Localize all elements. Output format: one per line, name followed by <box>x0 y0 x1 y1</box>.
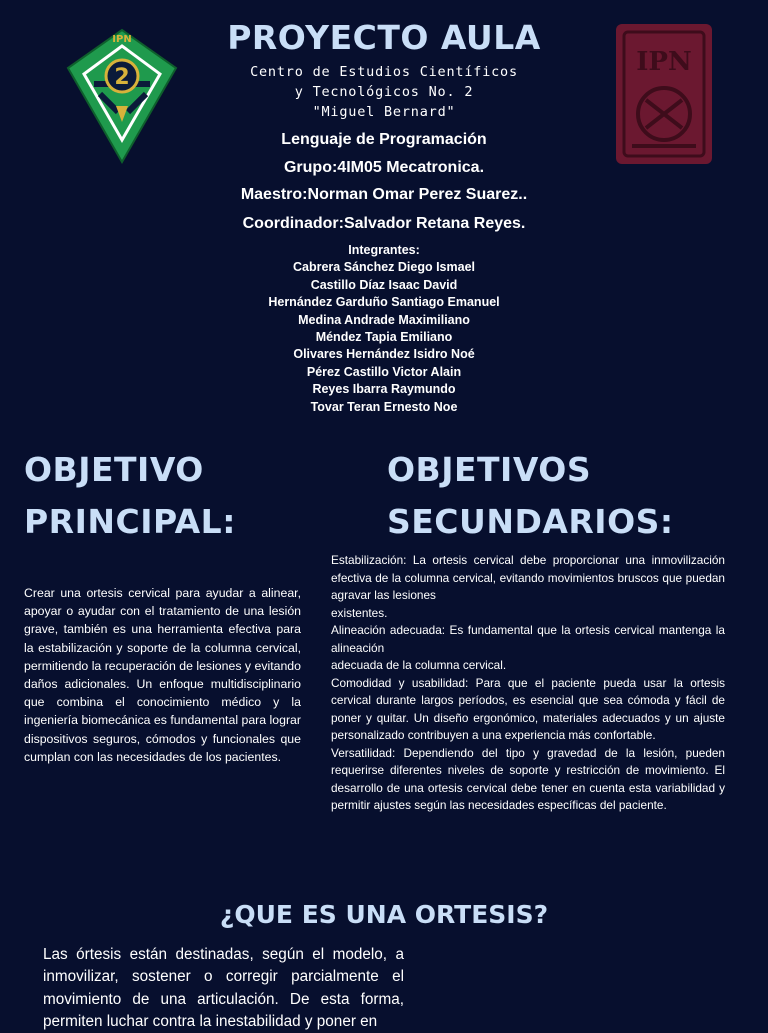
member-name: Tovar Teran Ernesto Noe <box>310 399 458 414</box>
heading-line: OBJETIVO <box>24 450 204 489</box>
paragraph: existentes. <box>331 605 388 620</box>
paragraph: Versatilidad: Dependiendo del tipo y gravedad de la lesión, pueden requerirse diferentes niveles de soporte y restricción de movimiento. El desarrollo de una ortesis cervical debe tener en cuenta esta variabilidad y permitir ajustes según las necesidades específicas del paciente. <box>331 745 725 812</box>
ortesis-text: Las órtesis están destinadas, según el modelo, a inmovilizar, sostener o corregir parcialmente el movimiento de una articulación. De esta forma, permiten luchar contra la inestabilidad y poner en <box>43 946 404 1030</box>
group: Grupo:4IM05 Mecatronica. <box>283 159 485 176</box>
member-name: Pérez Castillo Victor Alain <box>306 364 462 379</box>
paragraph: Comodidad y usabilidad: Para que el paciente pueda usar la ortesis cervical durante largos períodos, es esencial que sea cómoda y fácil de poner y quitar. Un diseño ergonómico, materiales adecuados y un ajuste personalizado contribuyen a una experiencia más confortable. <box>331 675 725 742</box>
member-name: Méndez Tapia Emiliano <box>315 330 453 345</box>
ipn-logo <box>612 22 716 166</box>
member-name: Reyes Ibarra Raymundo <box>312 382 456 397</box>
coordinator: Coordinador:Salvador Retana Reyes. <box>242 215 526 232</box>
school-line-3: "Miguel Bernard" <box>312 104 456 120</box>
page-title: PROYECTO AULA <box>227 18 541 57</box>
header <box>200 18 568 122</box>
school-line-1: Centro de Estudios Científicos <box>250 64 518 80</box>
logo-number: 2 <box>114 65 130 90</box>
ipn-logo-text: IPN <box>636 47 692 77</box>
objetivo-principal-text <box>24 584 301 766</box>
school-line-2: y Tecnológicos No. 2 <box>294 84 474 100</box>
teacher: Maestro:Norman Omar Perez Suarez.. <box>240 186 528 203</box>
objetivos-secundarios-text <box>331 552 725 815</box>
paragraph: Estabilización: La ortesis cervical debe proporcionar una inmovilización efectiva de la columna cervical, evitando movimientos bruscos que puedan agravar las lesiones <box>331 553 725 602</box>
paragraph: adecuada de la columna cervical. <box>331 658 507 672</box>
objetivo-principal-heading <box>24 444 236 548</box>
member-name: Olivares Hernández Isidro Noé <box>293 347 475 362</box>
heading-line: SECUNDARIOS: <box>387 502 674 541</box>
paragraph: Alineación adecuada: Es fundamental que la ortesis cervical mantenga la alineación <box>331 623 725 655</box>
heading-line: PRINCIPAL: <box>24 502 236 541</box>
member-name: Medina Andrade Maximiliano <box>298 312 470 327</box>
school-name <box>200 62 568 122</box>
ortesis-heading: ¿QUE ES UNA ORTESIS? <box>219 900 549 929</box>
members-heading: Integrantes: <box>348 243 420 257</box>
cecyt-logo <box>64 22 180 164</box>
member-name: Castillo Díaz Isaac David <box>310 277 458 292</box>
objetivos-secundarios-heading <box>387 444 674 548</box>
paragraph: Crear una ortesis cervical para ayudar a alinear, apoyar o ayudar con el tratamiento de una lesión grave, también es una herramienta efectiva para la estabilización y soporte de la columna cervical, permitiendo la recuperación de lesiones y evitando daños adicionales. Un enfoque multidisciplinario que combina el conocimiento médico y la ingeniería biomecánica es fundamental para lograr dispositivos seguros, cómodos y funcionales que cumplan con las necesidades de los pacientes. <box>24 586 301 764</box>
member-name: Hernández Garduño Santiago Emanuel <box>268 295 500 310</box>
heading-line: OBJETIVOS <box>387 450 592 489</box>
members-list <box>200 242 568 416</box>
subject: Lenguaje de Programación <box>281 131 487 148</box>
logo-ipn-text: IPN <box>112 34 132 45</box>
member-name: Cabrera Sánchez Diego Ismael <box>292 260 476 275</box>
